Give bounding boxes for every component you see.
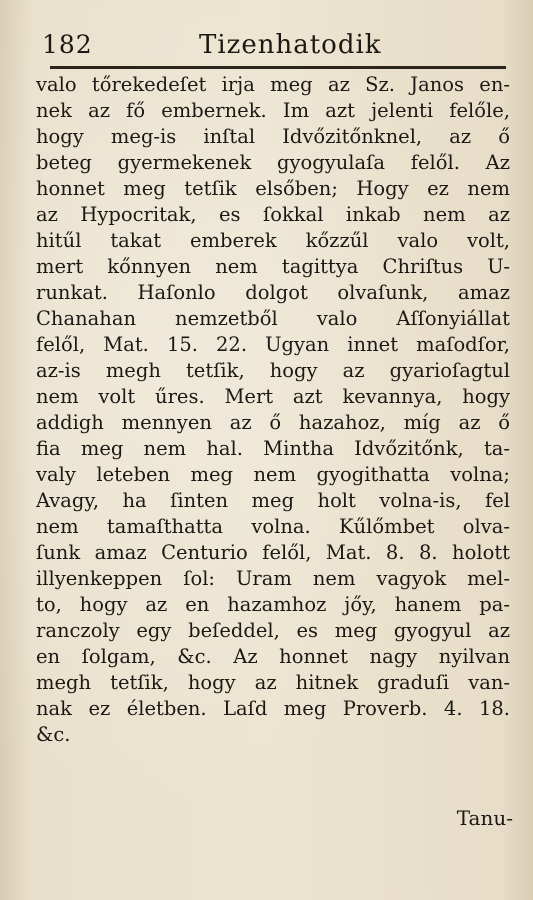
text-line: nem tamaſthatta volna. Kűlőmbet olva- bbox=[36, 515, 510, 538]
text-line: valo tőrekedeſet irja meg az Sz. Janos en- bbox=[36, 73, 510, 96]
page-number: 182 bbox=[42, 30, 93, 59]
body-text bbox=[36, 72, 510, 748]
text-line: Chanahan nemzetből valo Aſſonyiállat bbox=[36, 307, 510, 330]
text-line: beteg gyermekenek gyogyulaſa felől. Az bbox=[36, 151, 510, 174]
text-line: valy leteben meg nem gyogithatta volna; bbox=[36, 463, 510, 486]
text-line: felől, Mat. 15. 22. Ugyan innet maſodſor, bbox=[36, 333, 510, 356]
text-line: az Hypocritak, es ſokkal inkab nem az bbox=[36, 203, 510, 226]
text-line: hitűl takat emberek kőzzűl valo volt, bbox=[36, 229, 510, 252]
text-line: nek az fő embernek. Im azt jelenti felőle, bbox=[36, 99, 510, 122]
text-line: illyenkeppen ſol: Uram nem vagyok mel- bbox=[36, 567, 510, 590]
catchword: Tanu- bbox=[456, 806, 513, 830]
text-line: addigh mennyen az ő hazahoz, míg az ő bbox=[36, 411, 510, 434]
page-header bbox=[42, 26, 506, 66]
text-line: az-is megh tetſik, hogy az gyarioſagtul bbox=[36, 359, 510, 382]
text-line-last: &c. bbox=[36, 723, 71, 746]
running-head: Tizenhatodik bbox=[199, 30, 382, 60]
text-line: en ſolgam, &c. Az honnet nagy nyilvan bbox=[36, 645, 510, 668]
text-line: nem volt űres. Mert azt kevannya, hogy bbox=[36, 385, 510, 408]
text-line: mert kőnnyen nem tagittya Chriſtus U- bbox=[36, 255, 510, 278]
text-line: hogy meg-is inſtal Idvőzitőnknel, az ő bbox=[36, 125, 510, 148]
text-line: nak ez életben. Laſd meg Proverb. 4. 18. bbox=[36, 697, 510, 720]
text-line: honnet meg tetſik elsőben; Hogy ez nem bbox=[36, 177, 510, 200]
text-line: to, hogy az en hazamhoz jőy, hanem pa- bbox=[36, 593, 510, 616]
header-rule bbox=[50, 66, 506, 69]
text-line: ranczoly egy beſeddel, es meg gyogyul az bbox=[36, 619, 510, 642]
text-line: fia meg nem hal. Mintha Idvőzitőnk, ta- bbox=[36, 437, 510, 460]
text-line: runkat. Haſonlo dolgot olvaſunk, amaz bbox=[36, 281, 510, 304]
text-line: Avagy, ha ſinten meg holt volna-is, fel bbox=[36, 489, 510, 512]
text-line: megh tetſik, hogy az hitnek graduſi van- bbox=[36, 671, 510, 694]
text-line: ſunk amaz Centurio felől, Mat. 8. 8. holott bbox=[36, 541, 510, 564]
